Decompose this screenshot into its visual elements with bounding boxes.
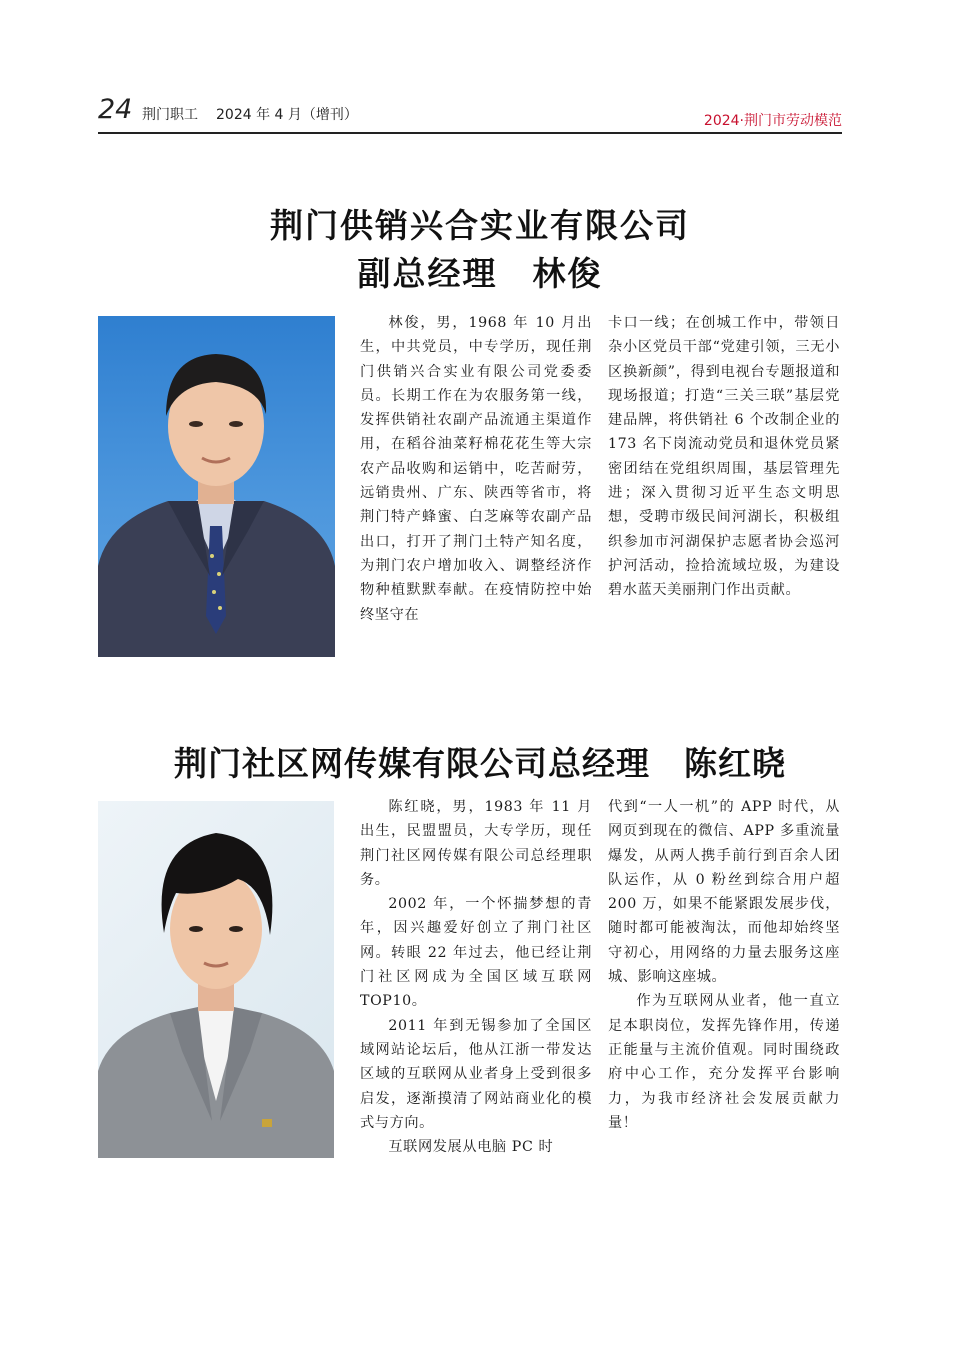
paragraph: 代到“一人一机”的 APP 时代，从网页到现在的微信、APP 多重流量爆发，从两人携手前行到百余人团队运作，从 0 粉丝到综合用户超 200 万，如果不能紧跟发展步伐，随时都可能被淘汰，而他却始终坚守初心，用网络的力量去服务这座城、影响这座城。 [608, 799, 840, 986]
page-number: 24 [98, 94, 133, 125]
paragraph: 作为互联网从业者，他一直立足本职岗位，发挥先锋作用，传递正能量与主流价值观。同时围绕政府中心工作，充分发挥平台影响力，为我市经济社会发展贡献力量！ [608, 993, 840, 1131]
profile2-text-left [360, 795, 592, 1159]
magazine-name: 荆门职工 [142, 107, 198, 123]
profile2-photo [98, 801, 334, 1158]
profile2-title: 荆门社区网传媒有限公司总经理 陈红晓 [174, 744, 786, 783]
paragraph: 2011 年到无锡参加了全国区域网站论坛后，他从江浙一带发达区域的互联网从业者身上受到很多启发，逐渐摸清了网站商业化的模式与方向。 [360, 1017, 592, 1131]
profile1-title-role: 副总经理 林俊 [357, 254, 603, 293]
paragraph: 陈红晓，男，1983 年 11 月出生，民盟盟员，大专学历，现任荆门社区网传媒有限公司总经理职务。 [360, 799, 592, 888]
profile1-title-company: 荆门供销兴合实业有限公司 [270, 206, 690, 245]
header-rule [98, 132, 842, 134]
paragraph: 林俊，男，1968 年 10 月出生，中共党员，中专学历，现任荆门供销兴合实业有限公司党委委员。长期工作在为农服务第一线，发挥供销社农副产品流通主渠道作用，在稻谷油菜籽棉花花生等大宗农产品收购和运销中，吃苦耐劳，远销贵州、广东、陕西等省市，将荆门特产蜂蜜、白芝麻等农副产品出口，打开了荆门土特产知名度，为荆门农户增加收入、调整经济作物种植默默奉献。在疫情防控中始终坚守在 [360, 315, 592, 623]
portrait-photo-icon [98, 316, 335, 657]
page-header [98, 92, 842, 136]
profile2-text-right [608, 795, 840, 1135]
series-title: 2024·荆门市劳动模范 [703, 113, 842, 129]
profile1-text-left [360, 311, 592, 627]
paragraph: 卡口一线；在创城工作中，带领日杂小区党员干部“党建引领，三无小区换新颜”，得到电视台专题报道和现场报道；打造“三关三联”基层党建品牌，将供销社 6 个改制企业的 173 名下岗流动党员和退休党员紧密团结在党组织周围，基层管理先进；深入贯彻习近平生态文明思想，受聘市级民间河湖长，积极组织参加市河湖保护志愿者协会巡河护河活动，捡拾流域垃圾，为建设碧水蓝天美丽荆门作出贡献。 [608, 315, 840, 599]
paragraph: 互联网发展从电脑 PC 时 [388, 1139, 554, 1156]
profile1-text-right [608, 311, 840, 603]
profile1-photo [98, 316, 335, 657]
portrait-photo-icon [98, 801, 334, 1158]
issue-date: 2024 年 4 月（增刊） [216, 107, 358, 123]
paragraph: 2002 年，一个怀揣梦想的青年，因兴趣爱好创立了荆门社区网。转眼 22 年过去，他已经让荆门社区网成为全国区域互联网 TOP10。 [360, 896, 592, 1010]
